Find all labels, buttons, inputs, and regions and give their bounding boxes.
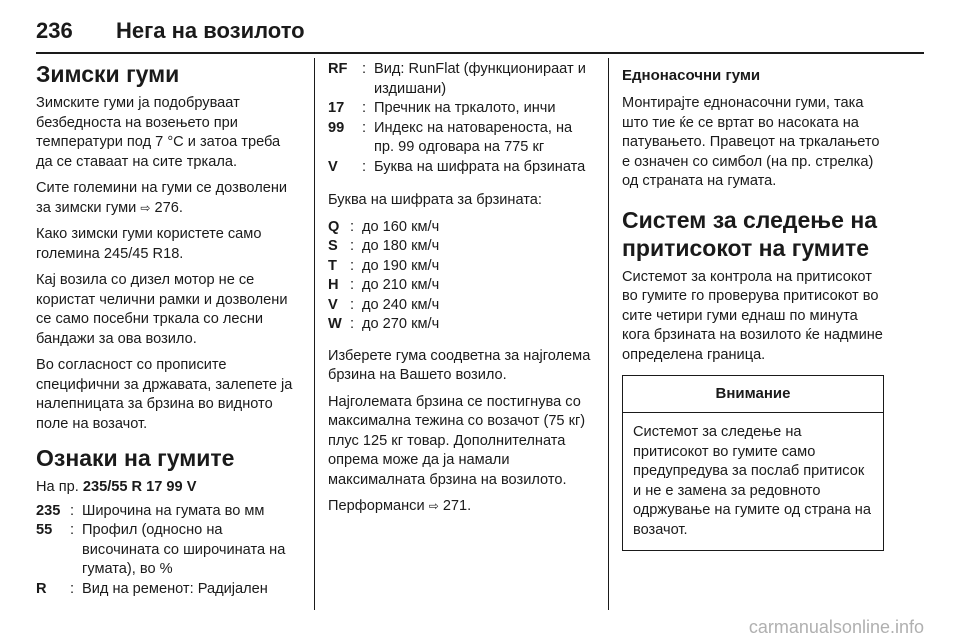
paragraph: Системот за контрола на притисокот во гумите го проверува притисокот во сите четири гуми еднаш по минута кога брзината на возилото ќе надмине определена граница. (622, 268, 883, 363)
column-divider-2 (608, 58, 609, 610)
speed-intro: Буква на шифрата за брзината: (328, 192, 542, 208)
speed-rating-row: S : до 180 км/ч (328, 238, 440, 254)
paragraph: Како зимски гуми користете само големина 245/45 R18. (36, 226, 262, 262)
speed-rating-row: Q : до 160 км/ч (328, 218, 440, 235)
example-line: На пр. 235/55 R 17 99 V (36, 479, 197, 495)
definition-row: 17 : Пречник на тркалото, инчи (328, 100, 556, 116)
notice-body: Системот за следење на притисокот во гумите само предупредува за послаб притисок и не е замена за редовното одржување на гумите од страна на возачот. (633, 424, 871, 538)
column-2 (328, 60, 594, 524)
page-header (36, 12, 924, 52)
tyre-code: 235/55 R 17 99 V (82, 479, 197, 495)
column-1 (36, 60, 298, 609)
definition-row: 55 : Профил (односно на височината со широчината на гумата), во % (36, 522, 286, 577)
section-title-tyre-markings: Ознаки на гумите (36, 445, 235, 471)
paragraph: Изберете гума соодветна за најголема брзина на Вашето возило. (328, 347, 591, 383)
definition-row: 99 : Индекс на натовареноста, на пр. 99 одговара на 775 кг (328, 119, 573, 155)
cross-reference-arrow-icon: ⇨ (428, 499, 439, 513)
column-3 (622, 60, 884, 551)
speed-rating-row: V : до 240 км/ч (328, 296, 440, 313)
definition-row: RF : Вид: RunFlat (функционираат и издишани) (328, 61, 586, 97)
paragraph: Перформанси ⇨ 271. (328, 498, 472, 514)
paragraph: Кај возила со дизел мотор не се користат челични рамки и дозволени се само посебни тркала со лесни бандажи за ова возило. (36, 272, 288, 347)
paragraph: Во согласност со прописите специфични за државата, залепете ја налепницата за брзина во видното поле на возачот. (36, 357, 293, 432)
definition-row: 235 : Широчина на гумата во мм (36, 502, 265, 519)
definition-row: V : Буква на шифрата на брзината (328, 158, 586, 175)
definition-row: R : Вид на ременот: Радијален (36, 580, 268, 597)
speed-rating-row: T : до 190 км/ч (328, 257, 440, 274)
notice-title: Внимание (623, 376, 883, 413)
header-rule (36, 52, 924, 54)
paragraph: Монтирајте еднонасочни гуми, така што тие ќе се вртат во насоката на патувањето. Правецот на тркалањето е означен со симбол (на пр. стрелка) од страната на гумата. (622, 95, 880, 189)
page-reference-link[interactable]: 271. (442, 498, 472, 514)
page-number: 236 (36, 18, 73, 43)
speed-rating-row: H : до 210 км/ч (328, 277, 440, 293)
paragraph: Зимските гуми ја подобруваат безбедноста на возењето при температури под 7 °C и затоа треба да се ставаат на сите тркала. (36, 95, 281, 170)
paragraph: Најголемата брзина се постигнува со максимална тежина со возачот (75 кг) плус 125 кг товар. Дополнителната опрема може да ја намали максималната брзина на возилото. (328, 393, 586, 488)
definition-list (328, 60, 594, 177)
column-divider-1 (314, 58, 315, 610)
speed-rating-row: W : до 270 км/ч (328, 316, 440, 332)
page-reference-link[interactable]: 276. (154, 199, 183, 216)
cross-reference-arrow-icon: ⇨ (140, 200, 151, 215)
warning-notice-box (622, 375, 884, 551)
definition-list (36, 502, 298, 600)
speed-rating-list (328, 218, 594, 335)
paragraph: Сите големини на гуми се дозволени за зимски гуми ⇨ 276. (36, 180, 288, 216)
section-title-winter-tyres: Зимски гуми (36, 61, 180, 87)
chapter-title: Нега на возилото (116, 18, 305, 43)
watermark-footer: carmanualsonline.info (748, 617, 924, 637)
section-title-directional-tyres: Еднонасочни гуми (622, 67, 761, 84)
section-title-tpms: Систем за следење на притисокот на гумите (622, 206, 877, 261)
